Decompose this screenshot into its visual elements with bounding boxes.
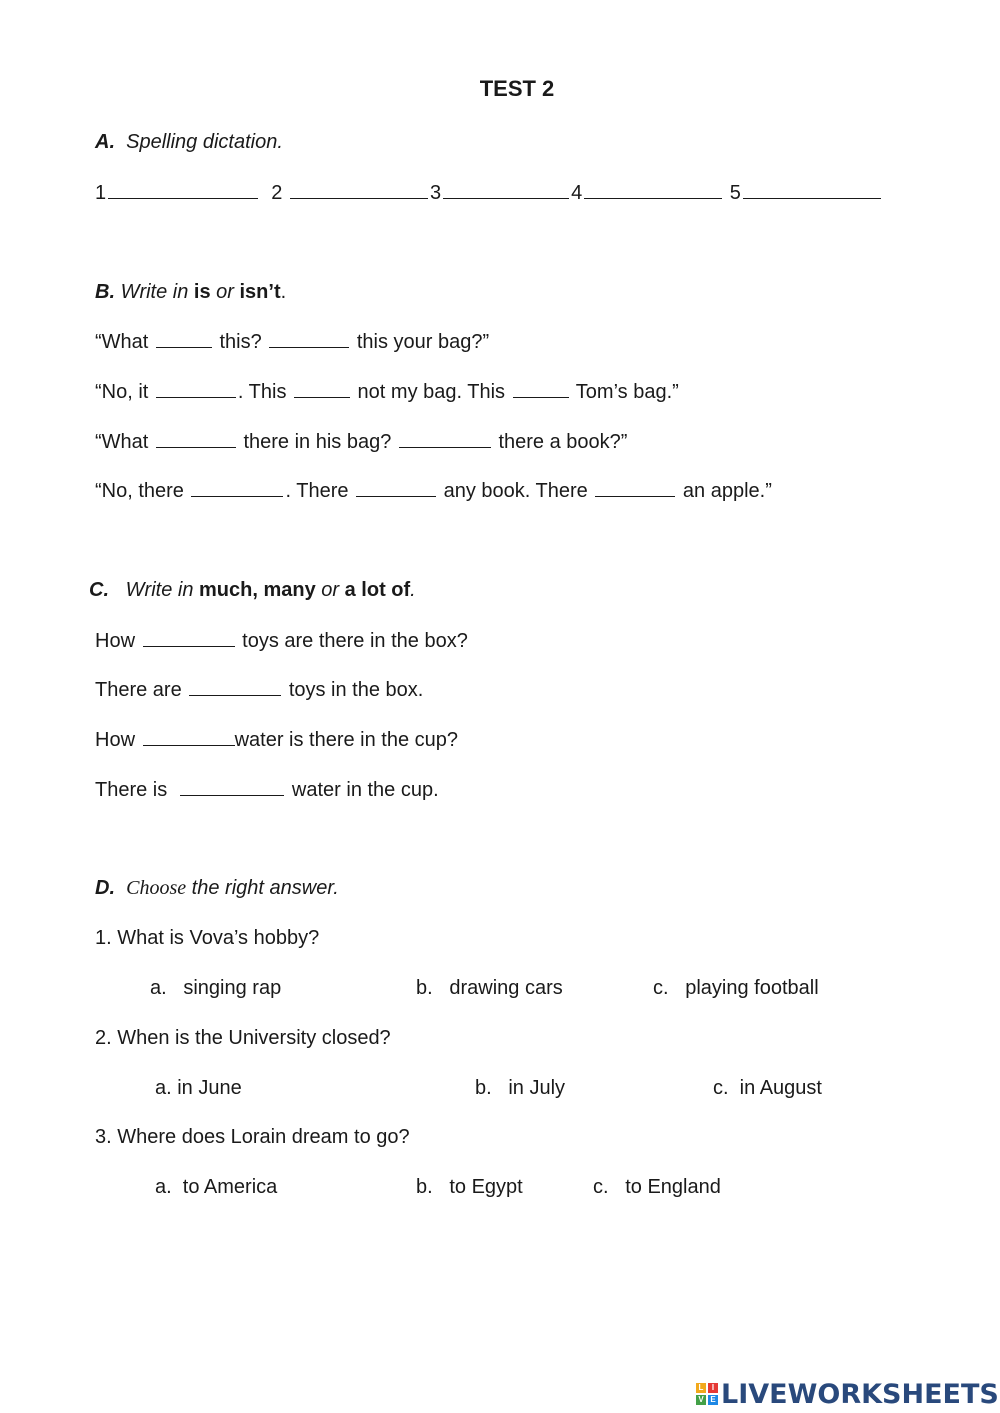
section-d-instruction: the right answer. bbox=[186, 877, 339, 899]
answer-blank[interactable] bbox=[189, 677, 281, 696]
answer-blank[interactable] bbox=[143, 727, 235, 746]
dictation-number: 2 bbox=[271, 182, 283, 204]
question-1: 1. What is Vova’s hobby? bbox=[95, 927, 320, 949]
section-d-letter: D. bbox=[95, 877, 115, 899]
text: Tom’s bag.” bbox=[570, 381, 679, 403]
text: water is there in the cup? bbox=[234, 729, 459, 751]
section-a-heading bbox=[95, 130, 283, 154]
text: there a book?” bbox=[492, 431, 628, 453]
text: “No, there bbox=[95, 480, 190, 502]
text: How bbox=[95, 630, 141, 652]
section-c-line-2 bbox=[95, 677, 423, 702]
text: any book. There bbox=[438, 480, 594, 502]
answer-blank[interactable] bbox=[269, 329, 349, 348]
dictation-number: 5 bbox=[729, 182, 741, 204]
text: there in his bag? bbox=[237, 431, 397, 453]
question-2-option-c[interactable]: c. in August bbox=[713, 1077, 822, 1099]
logo-letter: L bbox=[696, 1383, 706, 1393]
answer-blank[interactable] bbox=[180, 777, 284, 796]
section-c-or: or bbox=[315, 579, 345, 601]
section-c-line-4 bbox=[95, 777, 439, 802]
dictation-blank-4[interactable] bbox=[584, 180, 722, 199]
answer-blank[interactable] bbox=[143, 628, 235, 647]
logo-letter: I bbox=[708, 1383, 718, 1393]
section-b-word-isnt: isn’t bbox=[239, 281, 281, 303]
logo-letter: V bbox=[696, 1395, 706, 1405]
section-a-instruction: Spelling dictation. bbox=[126, 131, 283, 153]
question-1-option-b[interactable]: b. drawing cars bbox=[416, 977, 563, 999]
section-d-choose: Choose bbox=[126, 877, 187, 899]
section-c-words: much, many bbox=[199, 579, 316, 601]
text: “No, it bbox=[95, 381, 154, 403]
text: this your bag?” bbox=[351, 331, 490, 353]
dictation-blank-3[interactable] bbox=[443, 180, 569, 199]
section-d-heading bbox=[95, 876, 339, 900]
section-b-letter: B. bbox=[95, 281, 115, 303]
text: an apple.” bbox=[677, 480, 772, 502]
section-c-line-3 bbox=[95, 727, 458, 752]
section-c-instruction: Write in bbox=[125, 579, 200, 601]
section-b-line-1 bbox=[95, 329, 489, 354]
answer-blank[interactable] bbox=[191, 478, 283, 497]
question-2-option-b[interactable]: b. in July bbox=[475, 1077, 566, 1099]
text: “What bbox=[95, 331, 154, 353]
section-a-letter: A. bbox=[95, 131, 115, 153]
section-b-period: . bbox=[280, 281, 287, 303]
section-b-heading bbox=[95, 280, 286, 304]
section-b-line-2 bbox=[95, 379, 679, 404]
section-b-line-3 bbox=[95, 429, 627, 454]
dictation-blank-5[interactable] bbox=[743, 180, 881, 199]
text: “What bbox=[95, 431, 154, 453]
text: this? bbox=[213, 331, 268, 353]
answer-blank[interactable] bbox=[156, 379, 236, 398]
text: . There bbox=[285, 480, 355, 502]
text: How bbox=[95, 729, 141, 751]
section-b-word-is: is bbox=[193, 281, 211, 303]
section-c-line-1 bbox=[95, 628, 468, 653]
question-1-option-c[interactable]: c. playing football bbox=[653, 977, 819, 999]
dictation-number: 4 bbox=[571, 182, 583, 204]
question-3: 3. Where does Lorain dream to go? bbox=[95, 1126, 410, 1148]
question-3-option-a[interactable]: a. to America bbox=[155, 1176, 278, 1198]
worksheet-title: TEST 2 bbox=[479, 76, 555, 101]
dictation-number: 1 bbox=[95, 182, 107, 204]
section-c-heading bbox=[89, 578, 416, 602]
text: water in the cup. bbox=[286, 779, 439, 801]
answer-blank[interactable] bbox=[356, 478, 436, 497]
section-b-or: or bbox=[210, 281, 240, 303]
text: There are bbox=[95, 679, 188, 701]
text: There is bbox=[95, 779, 179, 801]
logo-icon bbox=[696, 1383, 718, 1405]
logo-letter: E bbox=[708, 1395, 718, 1405]
question-2-option-a[interactable]: a. in June bbox=[155, 1077, 242, 1099]
dictation-row bbox=[95, 180, 883, 205]
section-c-letter: C. bbox=[89, 579, 109, 601]
liveworksheets-logo bbox=[696, 1378, 999, 1410]
section-c-word-a-lot-of: a lot of bbox=[344, 579, 411, 601]
section-c-period: . bbox=[410, 579, 416, 601]
answer-blank[interactable] bbox=[156, 429, 236, 448]
text: toys in the box. bbox=[283, 679, 424, 701]
question-1-option-a[interactable]: a. singing rap bbox=[150, 977, 282, 999]
dictation-number: 3 bbox=[429, 182, 442, 204]
question-2: 2. When is the University closed? bbox=[95, 1027, 391, 1049]
text: toys are there in the box? bbox=[236, 630, 468, 652]
answer-blank[interactable] bbox=[156, 329, 212, 348]
text: . This bbox=[237, 381, 292, 403]
dictation-blank-2[interactable] bbox=[290, 180, 428, 199]
question-3-option-b[interactable]: b. to Egypt bbox=[416, 1176, 523, 1198]
answer-blank[interactable] bbox=[399, 429, 491, 448]
dictation-blank-1[interactable] bbox=[108, 180, 258, 199]
answer-blank[interactable] bbox=[294, 379, 350, 398]
text: not my bag. This bbox=[352, 381, 511, 403]
section-b-line-4 bbox=[95, 478, 772, 503]
answer-blank[interactable] bbox=[595, 478, 675, 497]
brand-text: LIVEWORKSHEETS bbox=[721, 1378, 999, 1410]
answer-blank[interactable] bbox=[513, 379, 569, 398]
section-b-instruction: Write in bbox=[120, 281, 194, 303]
question-3-option-c[interactable]: c. to England bbox=[593, 1176, 721, 1198]
